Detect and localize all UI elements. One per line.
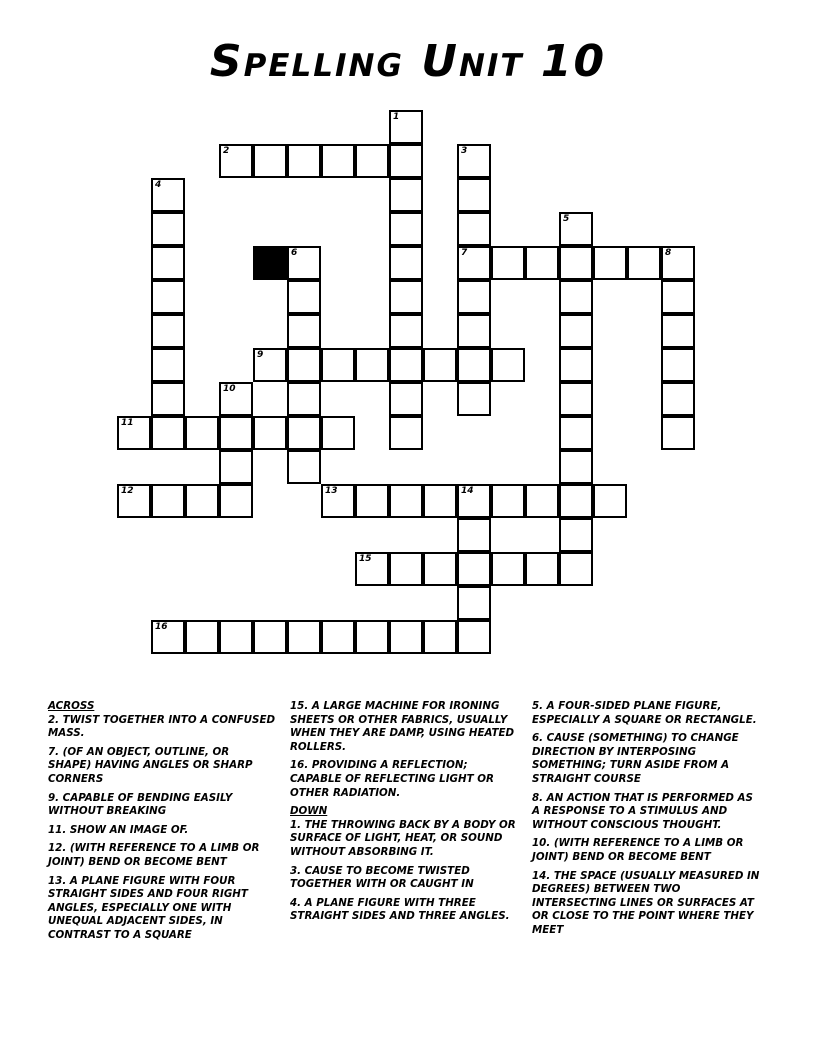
clue-item-number: 2. [48,713,60,726]
grid-cell[interactable] [661,246,695,280]
clue-item-text: CAUSE (SOMETHING) TO CHANGE DIRECTION BY INTERPOSING SOMETHING; TURN ASIDE FROM A STRAIGHT COURSE [532,732,739,785]
clue-item-text: SHOW AN IMAGE OF. [66,823,189,836]
clue-item [290,865,518,892]
clue-item-text: (WITH REFERENCE TO A LIMB OR JOINT) BEND OR BECOME BENT [48,842,260,868]
clue-number: 7 [461,248,468,258]
grid-cell[interactable] [151,484,185,518]
clue-number: 14 [461,486,474,496]
clue-item-number: 14. [532,869,551,882]
grid-cell[interactable] [151,212,185,246]
clue-item-number: 3. [290,864,302,877]
clue-item [48,842,276,869]
grid-cell[interactable] [355,484,389,518]
grid-cell[interactable] [219,144,253,178]
clue-item-number: 1. [290,818,302,831]
grid-cell[interactable] [457,348,491,382]
clue-item-text: A PLANE FIGURE WITH FOUR STRAIGHT SIDES AND FOUR RIGHT ANGLES, ESPECIALLY ONE WITH UNEQUAL ADJACENT SIDES, IN CONTRAST TO A SQUARE [48,874,248,941]
grid-cell[interactable] [321,484,355,518]
grid-cell[interactable] [559,280,593,314]
page-title: Spelling Unit 10 [209,36,607,87]
grid-cell[interactable] [219,484,253,518]
grid-cell[interactable] [219,620,253,654]
clue-number: 12 [121,486,134,496]
grid-cell[interactable] [355,144,389,178]
clue-heading-down: DOWN [290,805,328,818]
grid-cell[interactable] [457,552,491,586]
grid-cell[interactable] [151,314,185,348]
grid-cell[interactable] [185,620,219,654]
grid-cell[interactable] [491,246,525,280]
grid-cell[interactable] [559,212,593,246]
grid-cell[interactable] [525,552,559,586]
grid-cell[interactable] [321,620,355,654]
grid-cell[interactable] [185,416,219,450]
clue-item-text: (WITH REFERENCE TO A LIMB OR JOINT) BEND OR BECOME BENT [532,837,744,863]
grid-cell[interactable] [559,382,593,416]
clue-item-text: PROVIDING A REFLECTION; CAPABLE OF REFLECTING LIGHT OR OTHER RADIATION. [290,759,494,799]
blocked-cell [253,246,287,280]
grid-cell[interactable] [389,178,423,212]
grid-cell[interactable] [661,280,695,314]
clue-item [532,837,760,864]
clue-column-3 [532,700,760,943]
grid-cell[interactable] [117,416,151,450]
grid-cell[interactable] [423,620,457,654]
grid-cell[interactable] [253,620,287,654]
grid-cell[interactable] [151,416,185,450]
grid-cell[interactable] [151,246,185,280]
grid-cell[interactable] [389,110,423,144]
grid-cell[interactable] [457,484,491,518]
grid-cell[interactable] [389,416,423,450]
grid-cell[interactable] [253,416,287,450]
clue-item-number: 16. [290,759,309,772]
clue-item-number: 13. [48,874,67,887]
grid-cell[interactable] [287,144,321,178]
grid-cell[interactable] [287,348,321,382]
grid-cell[interactable] [593,484,627,518]
clue-item-number: 8. [532,791,544,804]
clue-item [532,792,760,833]
grid-cell[interactable] [457,586,491,620]
clue-item [290,819,518,860]
clue-number: 16 [155,622,168,632]
clue-number: 9 [257,350,264,360]
grid-cell[interactable] [287,314,321,348]
grid-cell[interactable] [219,416,253,450]
grid-cell[interactable] [389,552,423,586]
grid-cell[interactable] [423,348,457,382]
grid-cell[interactable] [287,246,321,280]
grid-cell[interactable] [457,518,491,552]
grid-cell[interactable] [287,280,321,314]
clue-column-2 [290,700,518,929]
grid-cell[interactable] [151,382,185,416]
clue-item [48,824,276,838]
clue-item-number: 9. [48,791,60,804]
clue-item [48,746,276,787]
grid-cell[interactable] [457,314,491,348]
clue-item-number: 5. [532,700,544,712]
grid-cell[interactable] [219,450,253,484]
clue-item-text: A FOUR-SIDED PLANE FIGURE, ESPECIALLY A SQUARE OR RECTANGLE. [532,700,757,726]
grid-cell[interactable] [355,552,389,586]
grid-cell[interactable] [389,280,423,314]
grid-cell[interactable] [661,382,695,416]
grid-cell[interactable] [491,552,525,586]
grid-cell[interactable] [287,620,321,654]
grid-cell[interactable] [559,552,593,586]
clue-item-text: AN ACTION THAT IS PERFORMED AS A RESPONSE TO A STIMULUS AND WITHOUT CONSCIOUS THOUGHT. [532,791,753,831]
grid-cell[interactable] [151,280,185,314]
clue-number: 5 [563,214,570,224]
grid-cell[interactable] [559,314,593,348]
grid-cell[interactable] [253,348,287,382]
clue-item [290,897,518,924]
grid-cell[interactable] [559,348,593,382]
clue-number: 11 [121,418,134,428]
grid-cell[interactable] [559,450,593,484]
clue-item [48,714,276,741]
clue-item-text: CAUSE TO BECOME TWISTED TOGETHER WITH OR CAUGHT IN [290,864,474,891]
grid-cell[interactable] [559,246,593,280]
grid-cell[interactable] [389,212,423,246]
grid-cell[interactable] [457,246,491,280]
clue-item-number: 11. [48,823,67,836]
grid-cell[interactable] [389,484,423,518]
clue-item-number: 10. [532,837,551,850]
clue-item [290,700,518,754]
grid-cell[interactable] [457,382,491,416]
clue-item-text: A PLANE FIGURE WITH THREE STRAIGHT SIDES AND THREE ANGLES. [290,896,510,923]
grid-cell[interactable] [355,620,389,654]
grid-cell[interactable] [253,144,287,178]
clue-item-text: TWIST TOGETHER INTO A CONFUSED MASS. [48,713,276,740]
grid-cell[interactable] [457,620,491,654]
clue-number: 8 [665,248,672,258]
grid-cell[interactable] [661,348,695,382]
grid-cell[interactable] [185,484,219,518]
grid-cell[interactable] [525,246,559,280]
clue-item [532,700,760,727]
clue-number: 2 [223,146,230,156]
clue-number: 15 [359,554,372,564]
grid-cell[interactable] [423,484,457,518]
clue-number: 3 [461,146,468,156]
clue-number: 10 [223,384,236,394]
clue-item-number: 4. [290,896,302,909]
grid-cell[interactable] [321,144,355,178]
clue-item-text: A LARGE MACHINE FOR IRONING SHEETS OR OTHER FABRICS, USUALLY WHEN THEY ARE DAMP, USING HEATED ROLLERS. [290,700,515,753]
clue-item-number: 6. [532,732,544,745]
clue-item [532,732,760,786]
grid-cell[interactable] [287,416,321,450]
grid-cell[interactable] [117,484,151,518]
clue-number: 6 [291,248,298,258]
clue-item [532,870,760,938]
grid-cell[interactable] [389,382,423,416]
grid-cell[interactable] [457,178,491,212]
clue-item-text: CAPABLE OF BENDING EASILY WITHOUT BREAKING [48,791,233,818]
grid-cell[interactable] [321,348,355,382]
clue-heading-across: ACROSS [48,700,95,712]
grid-cell[interactable] [661,416,695,450]
clue-item-number: 7. [48,745,60,758]
grid-cell[interactable] [389,246,423,280]
clue-item-text: THE SPACE (USUALLY MEASURED IN DEGREES) BETWEEN TWO INTERSECTING LINES OR SURFACES AT OR CLOSE TO THE POINT WHERE THEY MEET [532,869,760,936]
clue-item [290,759,518,800]
grid-cell[interactable] [219,382,253,416]
grid-cell[interactable] [389,314,423,348]
grid-cell[interactable] [559,484,593,518]
clue-item-text: (OF AN OBJECT, OUTLINE, OR SHAPE) HAVING ANGLES OR SHARP CORNERS [48,745,253,785]
grid-cell[interactable] [287,450,321,484]
grid-cell[interactable] [423,552,457,586]
grid-cell[interactable] [457,212,491,246]
grid-cell[interactable] [491,484,525,518]
clue-number: 4 [155,180,162,190]
clue-number: 13 [325,486,338,496]
grid-cell[interactable] [559,518,593,552]
grid-cell[interactable] [151,348,185,382]
grid-cell[interactable] [457,144,491,178]
grid-cell[interactable] [321,416,355,450]
grid-cell[interactable] [389,348,423,382]
grid-cell[interactable] [457,280,491,314]
grid-cell[interactable] [559,416,593,450]
clue-item [48,792,276,819]
grid-cell[interactable] [389,620,423,654]
clue-item-text: THE THROWING BACK BY A BODY OR SURFACE OF LIGHT, HEAT, OR SOUND WITHOUT ABSORBING IT. [290,818,516,858]
clue-number: 1 [393,112,400,122]
grid-cell[interactable] [593,246,627,280]
grid-cell[interactable] [151,178,185,212]
grid-cell[interactable] [661,314,695,348]
clue-item-number: 12. [48,842,67,855]
grid-cell[interactable] [355,348,389,382]
clue-item [48,875,276,943]
grid-cell[interactable] [389,144,423,178]
grid-cell[interactable] [525,484,559,518]
grid-cell[interactable] [151,620,185,654]
grid-cell[interactable] [627,246,661,280]
clue-item-number: 15. [290,700,309,712]
clue-column-1 [48,700,276,948]
grid-cell[interactable] [491,348,525,382]
grid-cell[interactable] [287,382,321,416]
